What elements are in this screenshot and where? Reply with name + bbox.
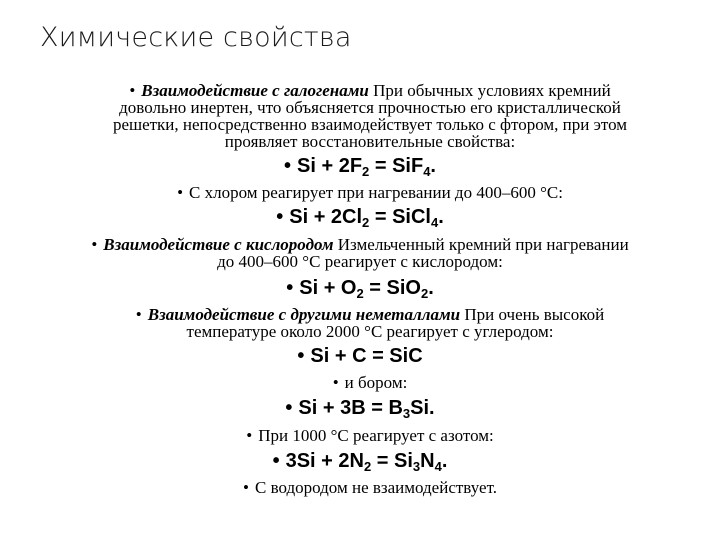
paragraph-nonmetals-line-1: • Взаимодействие с другими неметаллами При очень высокой bbox=[135, 305, 605, 324]
bullet: • bbox=[129, 81, 136, 100]
equation-chlorine: • $Si + 2Cl_2$ = SiCl$_4$. bbox=[276, 206, 444, 230]
slide-title: Химические свойства bbox=[40, 22, 352, 53]
paragraph-halogens-line-1: • Взаимодействие с галогенами При обычных условиях кремний bbox=[129, 81, 611, 100]
heading-halogens: Взаимодействие с галогенами bbox=[141, 81, 369, 100]
paragraph-halogens-line-2: довольно инертен, что объясняется прочностью его кристаллической bbox=[119, 98, 621, 117]
paragraph-halogens-line-4: проявляет восстановительные свойства: bbox=[224, 132, 516, 151]
equation-nitrogen: • $3Si + 2N_2 = Si_3N_4$. bbox=[272, 450, 448, 474]
paragraph-chlorine: • С хлором реагирует при нагревании до 400–600 °C: bbox=[177, 183, 563, 202]
equation-oxygen: • $Si + O_2 = SiO_2$. bbox=[286, 277, 434, 301]
paragraph-boron: • и бором: bbox=[332, 373, 408, 392]
paragraph-hydrogen: • С водородом не взаимодействует. bbox=[243, 478, 497, 497]
paragraph-oxygen-line-1: • Взаимодействие с кислородом Измельченный кремний при нагревании bbox=[91, 235, 629, 254]
heading-oxygen: Взаимодействие с кислородом bbox=[103, 235, 334, 254]
paragraph-nonmetals-line-2: температуре около 2000 °C реагирует с углеродом: bbox=[186, 322, 554, 341]
paragraph-nonmetals bbox=[40, 306, 700, 340]
paragraph-halogens bbox=[40, 82, 700, 150]
equation-fluorine: • $Si + 2F_2 = SiF_4$. bbox=[284, 155, 436, 179]
heading-nonmetals: Взаимодействие с другими неметаллами bbox=[147, 305, 461, 324]
equation-carbon: • Si + C = SiC bbox=[297, 345, 423, 367]
equation-boron: • $Si + 3B = B_3Si$. bbox=[285, 397, 435, 421]
paragraph-nitrogen: • При 1000 °C реагирует с азотом: bbox=[246, 426, 494, 445]
paragraph-oxygen-line-2: до 400–600 °C реагирует с кислородом: bbox=[217, 252, 503, 271]
paragraph-oxygen bbox=[20, 236, 700, 270]
paragraph-halogens-line-3: решетки, непосредственно взаимодействует только с фтором, при этом bbox=[112, 115, 628, 134]
